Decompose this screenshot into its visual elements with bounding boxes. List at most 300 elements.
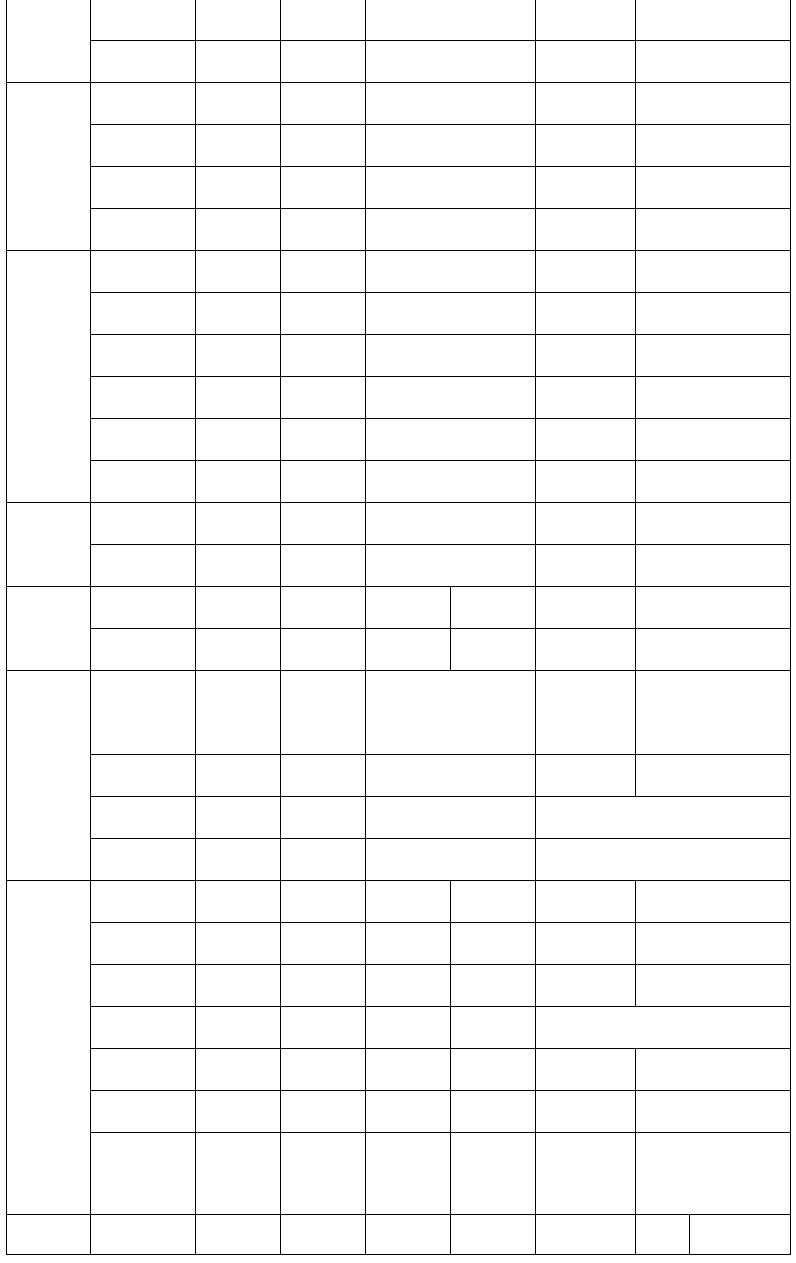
table-border (195, 1048, 196, 1091)
table-cell (450, 1048, 535, 1090)
table-border (365, 670, 366, 755)
table-border (6, 796, 7, 839)
table-border (365, 838, 366, 881)
table-border (790, 166, 791, 209)
table-border (635, 376, 636, 419)
table-cell (450, 1132, 535, 1214)
table-border (365, 82, 366, 125)
table-border (195, 628, 196, 671)
table-border (280, 166, 281, 209)
table-border (195, 418, 196, 461)
table-border (365, 1006, 366, 1049)
merged-cell (365, 40, 535, 82)
table-border (6, 1048, 7, 1091)
category-cell (90, 1006, 195, 1048)
table-cell (635, 460, 790, 502)
category-cell (90, 1132, 195, 1214)
category-cell (90, 796, 195, 838)
province-cell (6, 586, 90, 670)
table-cell (450, 880, 535, 922)
table-cell (280, 796, 365, 838)
merged-cell (365, 502, 535, 544)
category-cell (90, 40, 195, 82)
table-border (365, 964, 366, 1007)
merged-cell (365, 460, 535, 502)
table-cell (195, 838, 280, 880)
table-cell (365, 1048, 450, 1090)
table-border (195, 964, 196, 1007)
table-cell (280, 502, 365, 544)
table-border (450, 880, 451, 923)
table-cell (195, 334, 280, 376)
table-border (450, 1214, 451, 1255)
table-border (280, 838, 281, 881)
table-border (635, 586, 636, 629)
table-border (6, 460, 7, 503)
table-cell (365, 1090, 450, 1132)
table-cell (635, 670, 790, 754)
table-cell (195, 922, 280, 964)
table-cell (635, 586, 790, 628)
table-border (280, 754, 281, 797)
table-border (535, 292, 536, 335)
table-border (90, 796, 91, 839)
province-cell (6, 670, 90, 880)
table-border (535, 1006, 536, 1049)
table-border (90, 628, 91, 671)
table-border (90, 124, 91, 167)
table-border (635, 0, 636, 41)
category-cell (90, 0, 195, 40)
table-cell (635, 1132, 790, 1214)
table-cell (280, 460, 365, 502)
table-border (450, 1090, 451, 1133)
merged-cell (365, 670, 535, 754)
table-border (450, 1048, 451, 1091)
merged-cell (365, 82, 535, 124)
table-border (535, 544, 536, 587)
table-cell (195, 754, 280, 796)
table-cell (195, 418, 280, 460)
table-border (635, 250, 636, 293)
table-border (6, 0, 7, 41)
table-border (790, 292, 791, 335)
table-border (790, 964, 791, 1007)
table-border (535, 124, 536, 167)
table-cell (195, 628, 280, 670)
table-border (90, 754, 91, 797)
table-border (365, 40, 366, 83)
table-border (635, 628, 636, 671)
table-border (790, 838, 791, 881)
table-border (6, 502, 7, 545)
table-border (535, 40, 536, 83)
table-border (280, 292, 281, 335)
table-cell (635, 418, 790, 460)
table-border (790, 1006, 791, 1049)
table-border (450, 1132, 451, 1215)
table-cell (635, 544, 790, 586)
table-border (280, 376, 281, 419)
table-border (195, 292, 196, 335)
table-cell (635, 1048, 790, 1090)
table-cell (535, 544, 635, 586)
table-border (280, 1006, 281, 1049)
table-border (635, 1090, 636, 1133)
table-border (635, 166, 636, 209)
table-border (280, 82, 281, 125)
table-border (635, 544, 636, 587)
table-border (365, 1090, 366, 1133)
table-border (635, 334, 636, 377)
table-border (535, 418, 536, 461)
table-border (365, 124, 366, 167)
table-cell (195, 964, 280, 1006)
table-border (365, 1132, 366, 1215)
category-cell (90, 250, 195, 292)
category-cell (90, 460, 195, 502)
table-border (365, 166, 366, 209)
table-cell (195, 0, 280, 40)
table-cell (535, 292, 635, 334)
table-cell (635, 40, 790, 82)
table-border (280, 40, 281, 83)
table-cell (535, 124, 635, 166)
table-border (790, 880, 791, 923)
table-border (635, 460, 636, 503)
merged-cell (365, 334, 535, 376)
table-cell (365, 964, 450, 1006)
table-cell (535, 250, 635, 292)
table-border (90, 82, 91, 125)
table-cell (280, 880, 365, 922)
table-border (280, 250, 281, 293)
table-border (365, 628, 366, 671)
merged-cell (365, 544, 535, 586)
table-cell (635, 628, 790, 670)
table-cell (195, 1006, 280, 1048)
table-border (635, 670, 636, 755)
table-border (6, 334, 7, 377)
merged-cell (365, 418, 535, 460)
table-border (790, 208, 791, 251)
table-cell (635, 334, 790, 376)
table-border (195, 1006, 196, 1049)
table-border (365, 418, 366, 461)
table-border (195, 1090, 196, 1133)
category-cell (90, 670, 195, 754)
table-cell (280, 208, 365, 250)
table-border (535, 586, 536, 629)
table-border (195, 796, 196, 839)
table-border (280, 1132, 281, 1215)
table-border (280, 964, 281, 1007)
table-cell (280, 586, 365, 628)
table-border (90, 208, 91, 251)
table-cell (195, 124, 280, 166)
table-border (195, 208, 196, 251)
table-cell (195, 670, 280, 754)
table-cell (195, 1090, 280, 1132)
table-border (6, 838, 7, 881)
table-border (195, 586, 196, 629)
table-cell (635, 880, 790, 922)
table-cell (280, 124, 365, 166)
category-cell (90, 292, 195, 334)
table-border (280, 1214, 281, 1255)
table-cell (635, 754, 790, 796)
table-border (195, 82, 196, 125)
merged-cell (365, 292, 535, 334)
table-cell (535, 40, 635, 82)
category-cell (90, 1090, 195, 1132)
table-border (195, 754, 196, 797)
category-cell (90, 1048, 195, 1090)
table-border (790, 1214, 791, 1255)
table-border (280, 124, 281, 167)
table-border (365, 460, 366, 503)
table-cell (195, 82, 280, 124)
table-border (790, 1090, 791, 1133)
table-cell (280, 250, 365, 292)
table-border (195, 670, 196, 755)
table-border (195, 250, 196, 293)
table-cell (195, 586, 280, 628)
table-border (790, 250, 791, 293)
table-border (365, 796, 366, 839)
table-border (535, 670, 536, 755)
table-border (790, 628, 791, 671)
table-cell (535, 460, 635, 502)
table-border (365, 250, 366, 293)
table-border (90, 670, 91, 755)
table-cell (535, 502, 635, 544)
table-border (535, 628, 536, 671)
category-cell (90, 208, 195, 250)
merged-cell (535, 1006, 790, 1048)
table-cell (535, 166, 635, 208)
table-border (280, 1048, 281, 1091)
table-border (450, 964, 451, 1007)
table-cell (450, 1006, 535, 1048)
table-cell (195, 544, 280, 586)
table-border (195, 1132, 196, 1215)
table-cell (535, 82, 635, 124)
table-border (535, 1132, 536, 1215)
table-cell (195, 376, 280, 418)
table-cell (365, 1006, 450, 1048)
table-border (790, 670, 791, 755)
table-border (90, 1214, 91, 1255)
table-cell (535, 880, 635, 922)
province-cell (6, 880, 90, 1214)
table-cell (365, 586, 450, 628)
table-border (790, 124, 791, 167)
table-border (365, 1048, 366, 1091)
table-cell (535, 586, 635, 628)
table-border (535, 250, 536, 293)
table-border (535, 754, 536, 797)
table-cell (280, 292, 365, 334)
table-cell (280, 0, 365, 40)
table-border (450, 586, 451, 629)
category-cell (90, 334, 195, 376)
table-border (280, 208, 281, 251)
table-border (90, 334, 91, 377)
table-cell (280, 754, 365, 796)
table-cell (280, 964, 365, 1006)
table-border (90, 502, 91, 545)
province-cell (6, 502, 90, 586)
province-cell (6, 82, 90, 250)
province-cell (6, 250, 90, 502)
table-border (195, 1214, 196, 1255)
merged-cell (365, 796, 535, 838)
table-cell (280, 334, 365, 376)
table-border (535, 1048, 536, 1091)
table-border (535, 502, 536, 545)
table-border (635, 40, 636, 83)
table-border (280, 586, 281, 629)
table-border (635, 1048, 636, 1091)
table-border (90, 166, 91, 209)
table-border (535, 1090, 536, 1133)
table-cell (535, 628, 635, 670)
table-border (365, 586, 366, 629)
table-border (790, 544, 791, 587)
table-border (90, 880, 91, 923)
table-border (635, 82, 636, 125)
table-cell (280, 838, 365, 880)
table-border (280, 922, 281, 965)
table-border (790, 376, 791, 419)
table-border (6, 1254, 791, 1255)
table-cell (450, 964, 535, 1006)
category-cell (90, 838, 195, 880)
table-border (6, 376, 7, 419)
table-border (6, 82, 7, 125)
category-cell (90, 586, 195, 628)
table-border (280, 334, 281, 377)
table-cell (365, 880, 450, 922)
table-cell (535, 418, 635, 460)
table-border (790, 586, 791, 629)
table-border (790, 1132, 791, 1215)
table-border (6, 628, 7, 671)
table-border (6, 544, 7, 587)
table-border (6, 1132, 7, 1215)
category-cell (90, 922, 195, 964)
table-cell (635, 922, 790, 964)
table-border (90, 40, 91, 83)
table-border (689, 1214, 690, 1255)
table-border (195, 838, 196, 881)
category-cell (90, 964, 195, 1006)
table-border (6, 1214, 7, 1255)
table-border (90, 376, 91, 419)
table-border (790, 418, 791, 461)
table-border (365, 544, 366, 587)
category-cell (90, 502, 195, 544)
table-border (90, 586, 91, 629)
table-border (365, 922, 366, 965)
table-border (6, 124, 7, 167)
table-border (90, 544, 91, 587)
table-border (365, 880, 366, 923)
table-border (535, 796, 536, 839)
table-border (790, 922, 791, 965)
table-cell (535, 208, 635, 250)
table-cell (535, 334, 635, 376)
table-border (635, 1214, 636, 1255)
merged-cell (365, 838, 535, 880)
table-border (195, 544, 196, 587)
category-cell (90, 124, 195, 166)
table-border (195, 376, 196, 419)
table-border (195, 922, 196, 965)
table-border (365, 754, 366, 797)
table-border (6, 586, 7, 629)
table-border (790, 40, 791, 83)
category-cell (90, 166, 195, 208)
table-cell (635, 250, 790, 292)
table-cell (280, 166, 365, 208)
table-cell (535, 0, 635, 40)
table-border (365, 502, 366, 545)
table-border (535, 376, 536, 419)
table-border (790, 334, 791, 377)
table-border (6, 292, 7, 335)
table-border (535, 334, 536, 377)
table-border (635, 754, 636, 797)
table-border (90, 418, 91, 461)
table-border (365, 0, 366, 41)
table-cell (195, 796, 280, 838)
table-border (280, 460, 281, 503)
table-border (195, 880, 196, 923)
table-cell (280, 1048, 365, 1090)
table-border (6, 964, 7, 1007)
table-border (6, 670, 7, 755)
table-cell (280, 418, 365, 460)
table-cell (280, 1090, 365, 1132)
table-border (195, 502, 196, 545)
table-border (790, 796, 791, 839)
merged-cell (365, 754, 535, 796)
table-border (6, 922, 7, 965)
table-cell (635, 0, 790, 40)
table-cell (280, 40, 365, 82)
table-border (535, 166, 536, 209)
table-border (635, 880, 636, 923)
category-cell (90, 418, 195, 460)
table-border (635, 418, 636, 461)
table-cell (195, 250, 280, 292)
table-cell (280, 922, 365, 964)
table-cell (635, 292, 790, 334)
table-border (280, 502, 281, 545)
table-border (90, 838, 91, 881)
table-border (790, 502, 791, 545)
table-cell (635, 124, 790, 166)
table-border (6, 880, 7, 923)
table-border (90, 922, 91, 965)
table-cell (635, 376, 790, 418)
table-border (365, 376, 366, 419)
table-border (195, 460, 196, 503)
table-border (6, 40, 7, 83)
province-cell (6, 0, 90, 82)
